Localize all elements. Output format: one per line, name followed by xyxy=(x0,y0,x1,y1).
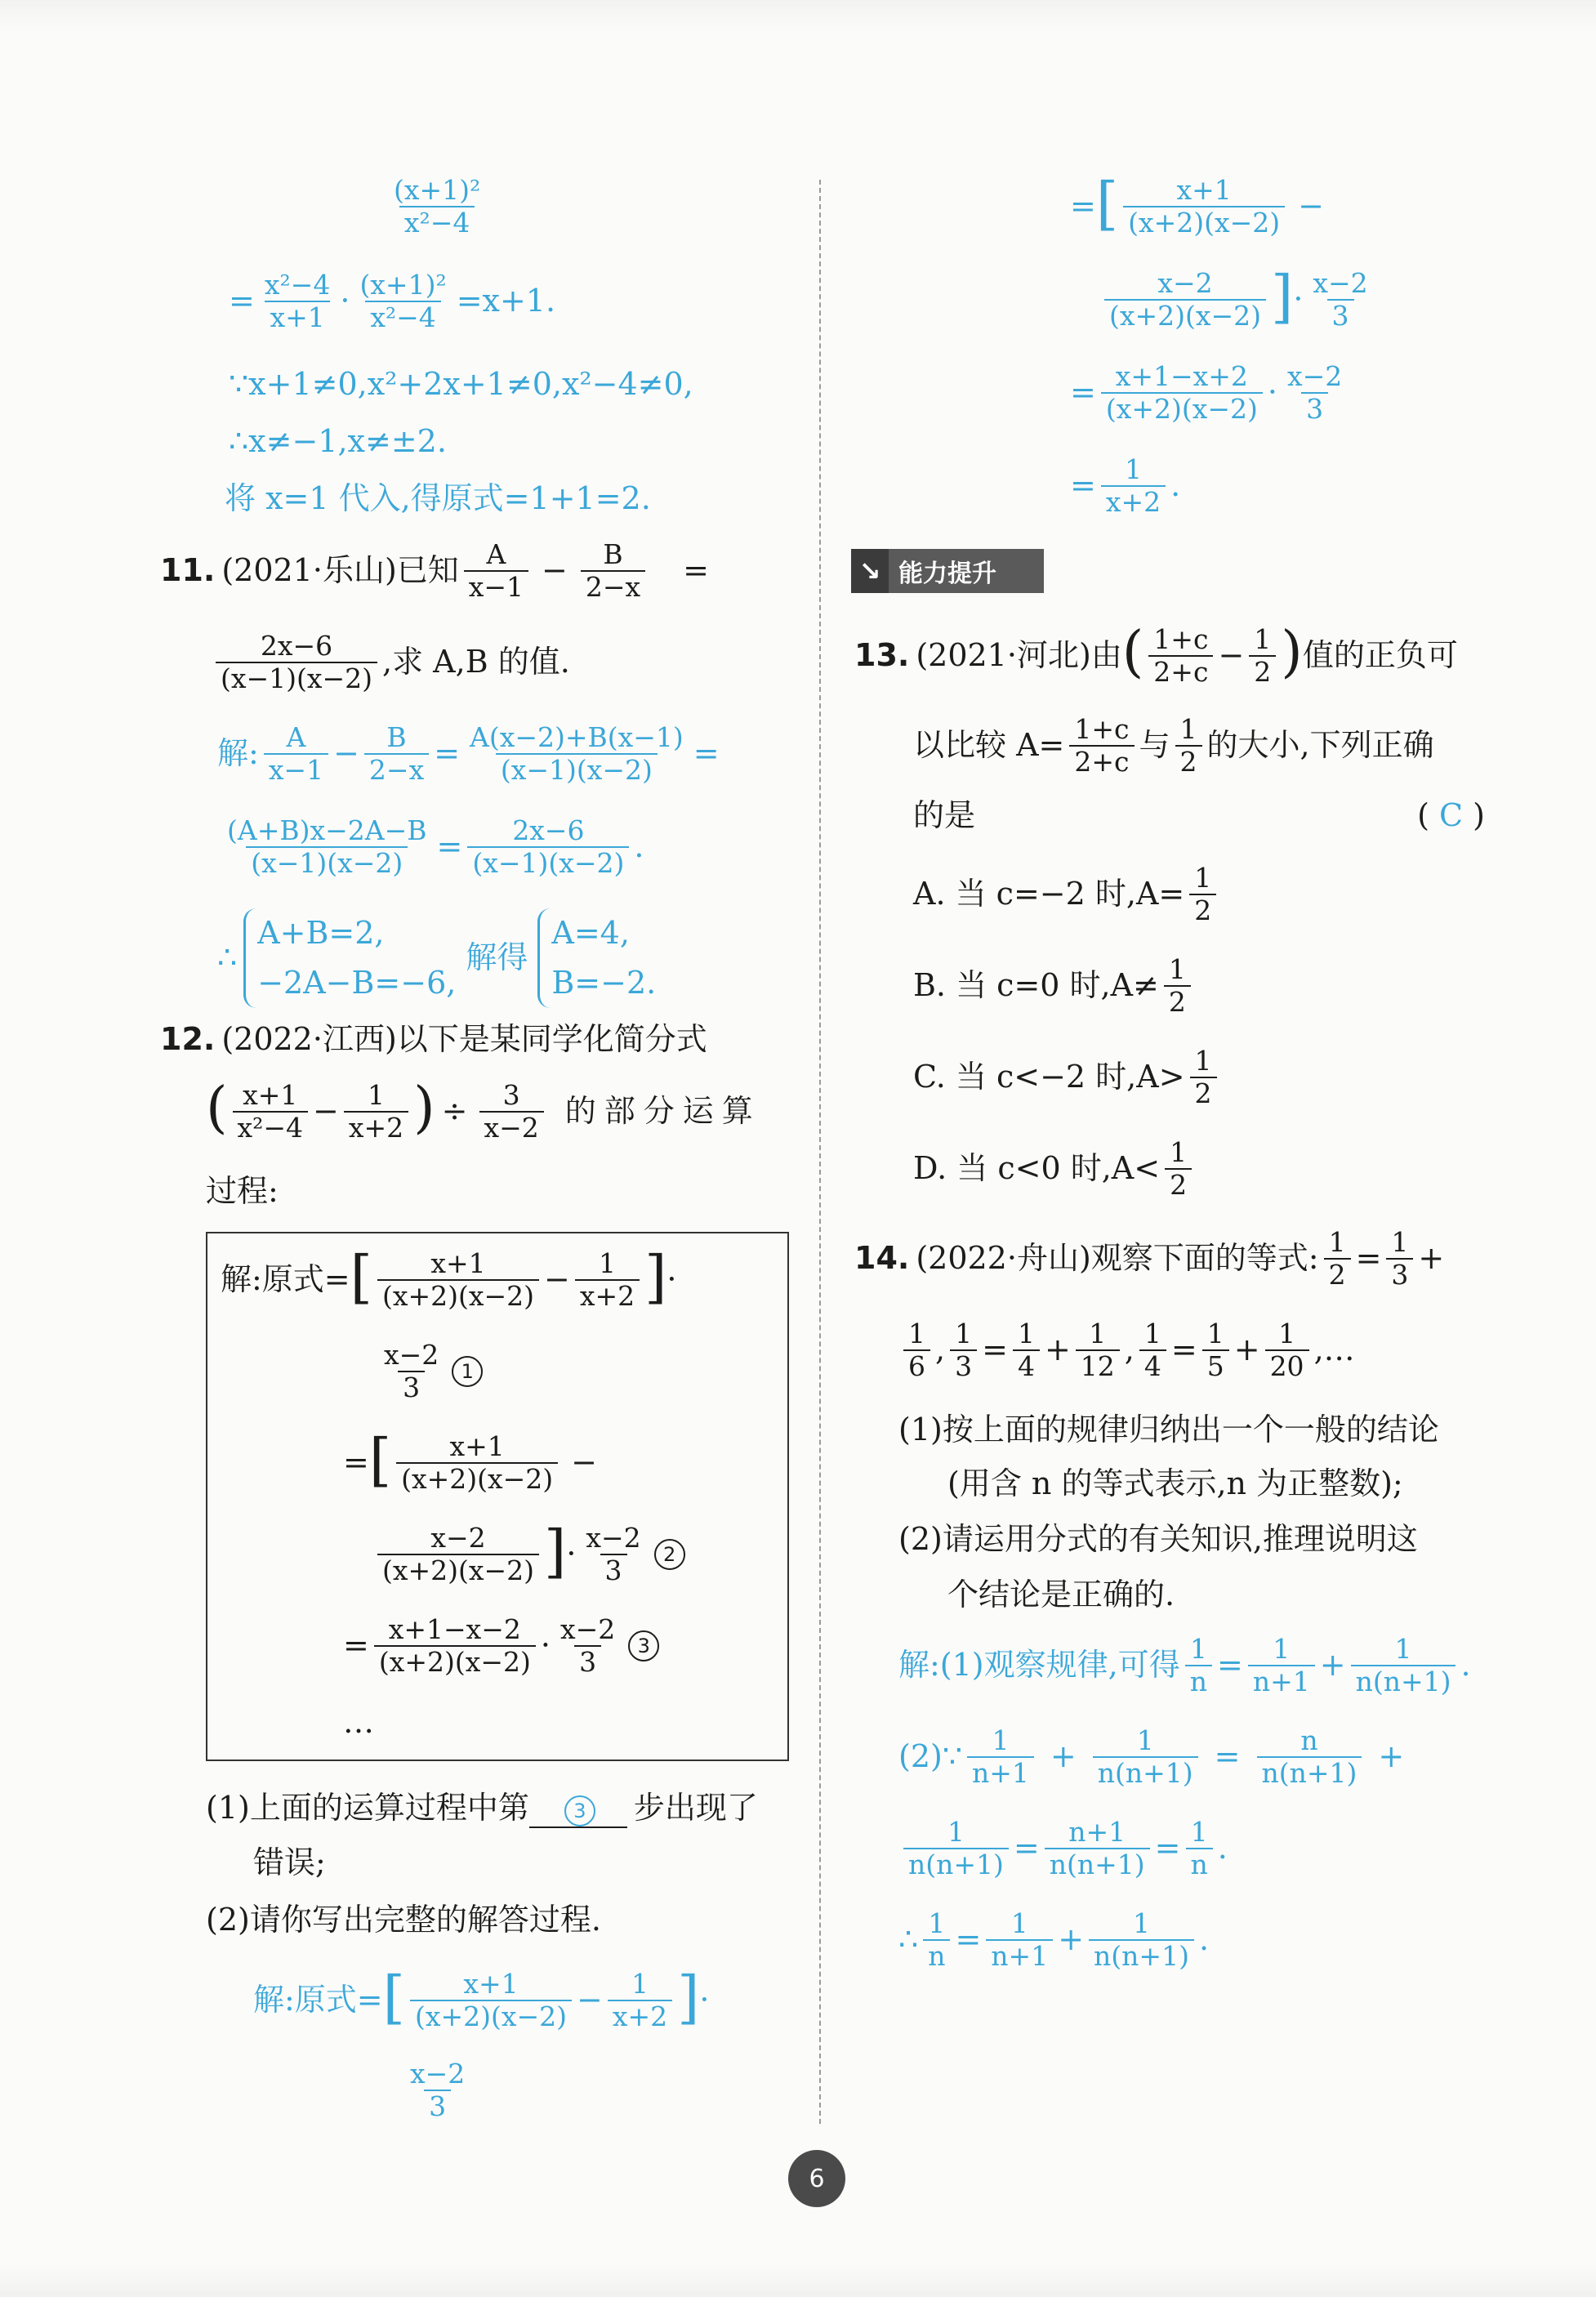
arrow-down-right-icon: ↘ xyxy=(851,549,889,593)
q11-answer-line3: ∴ A+B=2, −2A−B=−6, 解得 A=4, B=−2. xyxy=(217,908,656,1008)
q10-answer-line4: 将 x=1 代入,得原式=1+1=2. xyxy=(225,480,651,516)
page-number: 6 xyxy=(788,2150,845,2207)
question-number: 13. xyxy=(854,637,910,674)
answer-parens: ( C ) xyxy=(1417,797,1485,833)
fraction-numerator: (x+1)² xyxy=(394,174,481,206)
q12-answer-line2: $\frac{x-2}{3}$ xyxy=(410,2058,466,2122)
q12-stem-line1: 12. (2022·江西)以下是某同学化简分式 xyxy=(160,1021,707,1057)
q14-stem-line2: $\frac{1}{6}$ , $\frac{1}{3}$ = $\frac{1}{4}$ + $\frac{1}{12}$ , $\frac{1}{4}$ = $\frac{1}{5}$ + $\frac{1}{20}$ ,… xyxy=(898,1318,1355,1382)
q10-answer-line2: ∵x+1≠0,x²+2x+1≠0,x²−4≠0, xyxy=(229,366,693,402)
step-marker: 2 xyxy=(654,1539,685,1570)
q11-stem-line1: 11. (2021·乐山)已知 $\frac{A}{x-1}$ − $\frac{B}{2-x}$ = xyxy=(160,538,709,603)
q12-box-line4: $\frac{x-2}{(x+2)(x-2)}$ ] · $\frac{x-2}{3}$ 2 xyxy=(372,1523,685,1586)
q13-option-c: C. 当 c<−2 时,A> $\frac{1}{2}$ xyxy=(913,1046,1222,1109)
question-number: 14. xyxy=(854,1240,910,1277)
q10-answer-line1: = $\frac{\text{x²−4}}{x+1}$ · $\frac{\text{(x+1)²}}{\text{x²−4}}$ =x+1. xyxy=(229,269,556,333)
section-banner: ↘ 能力提升 xyxy=(851,549,1044,593)
q14-answer-line4: ∴ $\frac{1}{n}$ = $\frac{1}{n+1}$ + $\frac{1}{n(n+1)}$ . xyxy=(898,1907,1210,1972)
q11-answer-line1: 解: $\frac{A}{x-1}$ − $\frac{B}{2-x}$ = $\frac{A(x-2)+B(x-1)}{(x-1)(x-2)}$ = xyxy=(217,721,720,786)
q11-answer-line2: $\frac{(A+B)x-2A-B}{(x-1)(x-2)}$ = $\frac{2x-6}{(x-1)(x-2)}$ . xyxy=(227,814,644,879)
q14-part2-cont: 个结论是正确的. xyxy=(947,1577,1175,1612)
q12-answer-line4: $\frac{x-2}{(x+2)(x-2)}$ ] · $\frac{x-2}{3}$ xyxy=(1099,268,1378,332)
q14-part1-cont: (用含 n 的等式表示,n 为正整数); xyxy=(947,1465,1403,1501)
q10-answer-line3: ∴x≠−1,x≠±2. xyxy=(229,423,447,459)
q12-part1-cont: 错误; xyxy=(253,1844,326,1880)
q12-box-line5: = $\frac{x+1-x-2}{(x+2)(x-2)}$ · $\frac{x-2}{3}$ 3 xyxy=(343,1614,659,1678)
q12-stem-line2: ( $\frac{x+1}{\text{x²−4}}$ − $\frac{1}{x+2}$ ) ÷ $\frac{3}{x-2}$ 的部分运算 xyxy=(206,1075,761,1144)
q12-answer-line5: = $\frac{x+1-x+2}{(x+2)(x-2)}$ · $\frac{x-2}{3}$ xyxy=(1070,360,1343,425)
q14-answer-line2: (2)∵ $\frac{1}{n+1}$ + $\frac{1}{n(n+1)}$ = $\frac{n}{n(n+1)}$ + xyxy=(898,1724,1405,1789)
q14-part2: (2)请运用分式的有关知识,推理说明这 xyxy=(898,1521,1418,1557)
q13-answer: C xyxy=(1439,797,1464,833)
q14-part1: (1)按上面的规律归纳出一个一般的结论 xyxy=(898,1412,1439,1447)
q10-answer-fraction xyxy=(384,175,490,239)
q13-option-d: D. 当 c<0 时,A< $\frac{1}{2}$ xyxy=(913,1137,1197,1201)
q12-answer-line1: 解:原式= [ $\frac{x+1}{(x+2)(x-2)}$ − $\frac{1}{x+2}$ ] · xyxy=(253,1963,710,2032)
q14-answer-line1: 解:(1)观察规律,可得 $\frac{1}{n}$ = $\frac{1}{n+1}$ + $\frac{1}{n(n+1)}$ . xyxy=(898,1633,1471,1697)
q12-part1: (1)上面的运算过程中第 3 步出现了 xyxy=(206,1789,758,1828)
column-divider xyxy=(819,180,821,2124)
q12-part2: (2)请你写出完整的解答过程. xyxy=(206,1902,601,1938)
q14-stem-line1: 14. (2022·舟山)观察下面的等式: $\frac{1}{2}$ = $\frac{1}{3}$ + xyxy=(854,1226,1445,1291)
step-marker: 3 xyxy=(628,1630,659,1661)
q12-box-line2: $\frac{x-2}{3}$ 1 xyxy=(374,1340,483,1403)
q13-stem-line3: 的是 ( C ) xyxy=(913,797,1485,833)
question-number: 12. xyxy=(160,1021,216,1057)
question-number: 11. xyxy=(160,552,216,589)
q11-stem-line2: $\frac{2x-6}{(x-1)(x-2)}$ ,求 A,B 的值. xyxy=(211,631,570,694)
q12-box-line3: = [ $\frac{x+1}{(x+2)(x-2)}$ − xyxy=(343,1425,598,1495)
q13-stem-line1: 13. (2021·河北)由 ( $\frac{1+c}{2+c}$ − $\frac{1}{2}$ ) 值的正负可 xyxy=(854,619,1458,688)
q12-answer-line3: = [ $\frac{x+1}{(x+2)(x-2)}$ − xyxy=(1070,169,1325,239)
fraction-denominator: x²−4 xyxy=(399,206,475,239)
q13-option-a: A. 当 c=−2 时,A= $\frac{1}{2}$ xyxy=(913,863,1221,926)
q12-answer-line6: = $\frac{1}{x+2}$ . xyxy=(1070,453,1181,518)
q13-stem-line2: 以比较 A= $\frac{1+c}{2+c}$ 与 $\frac{1}{2}$ 的大小,下列正确 xyxy=(913,713,1434,778)
q12-box-line1: 解:原式= [ $\frac{x+1}{(x+2)(x-2)}$ − $\frac{1}{x+2}$ ] · xyxy=(221,1242,677,1312)
step-marker: 1 xyxy=(452,1356,483,1387)
answer-step-marker: 3 xyxy=(564,1795,595,1826)
q12-box-ellipsis: … xyxy=(343,1704,374,1740)
q14-answer-line3: $\frac{1}{n(n+1)}$ = $\frac{n+1}{n(n+1)}$ = $\frac{1}{n}$ . xyxy=(898,1817,1228,1880)
q13-option-b: B. 当 c=0 时,A≠ $\frac{1}{2}$ xyxy=(913,954,1196,1018)
q12-stem-line3: 过程: xyxy=(206,1173,279,1209)
